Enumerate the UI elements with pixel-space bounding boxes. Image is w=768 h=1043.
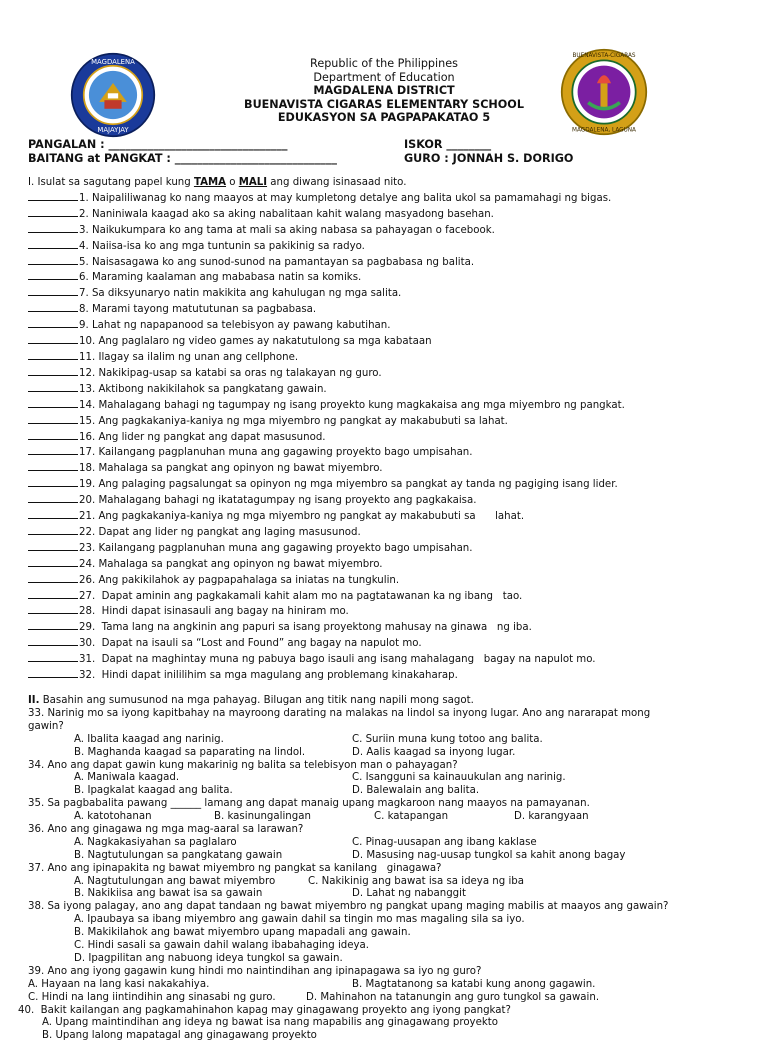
choice: A. Upang maintindihan ang ideya ng bawat isa nang mapabilis ang ginagawang proyekto [42, 1017, 498, 1029]
true-false-item [28, 492, 753, 508]
choice: D. Balewalain ang balita. [352, 785, 480, 797]
true-false-item [28, 572, 753, 588]
true-false-item [28, 206, 753, 222]
true-false-item [28, 254, 753, 270]
answer-blank[interactable] [28, 349, 78, 360]
item-text: 17. Kailangang pagplanuhan muna ang gagawing proyekto bago umpisahan. [79, 447, 473, 459]
item-text: 9. Lahat ng napapanood sa telebisyon ay pawang kabutihan. [79, 320, 391, 332]
svg-text:MAGDALENA: MAGDALENA [91, 58, 135, 67]
answer-blank[interactable] [28, 476, 78, 487]
choice: A. katotohanan [74, 811, 152, 823]
choice: C. katapangan [374, 811, 449, 823]
choice: B. Nakikiisa ang bawat isa sa gawain [74, 888, 263, 900]
answer-blank[interactable] [28, 556, 78, 567]
item-text: 21. Ang pagkakaniya-kaniya ng mga miyembro ng pangkat ay makabubuti sa lahat. [79, 511, 525, 523]
grade-section-field: BAITANG at PANGKAT : _____________________________ [28, 151, 337, 165]
answer-blank[interactable] [28, 397, 78, 408]
header-department: Department of Education [313, 70, 455, 84]
answer-blank[interactable] [28, 413, 78, 424]
true-false-item [28, 301, 753, 317]
item-text: 5. Naisasagawa ko ang sunod-sunod na pamantayan sa pagbabasa ng balita. [79, 256, 475, 268]
answer-blank[interactable] [28, 524, 78, 535]
answer-blank[interactable] [28, 635, 78, 646]
score-field: ISKOR ________ [404, 138, 492, 151]
answer-blank[interactable] [28, 238, 78, 249]
header-school: BUENAVISTA CIGARAS ELEMENTARY SCHOOL [244, 97, 524, 111]
svg-text:MAJAYJAY: MAJAYJAY [97, 125, 129, 134]
item-text: 32. Hindi dapat inililihim sa mga magulang ang problemang kinakaharap. [79, 670, 458, 682]
question-34: 34. Ano ang dapat gawin kung makarinig ng balita sa telebisyon man o pahayagan? [28, 759, 458, 771]
question-38: 38. Sa iyong palagay, ano ang dapat tandaan ng bawat miyembro ng pangkat upang maging mabilis at maayos ang gawain? [28, 901, 669, 913]
item-text: 28. Hindi dapat isinasauli ang bagay na hiniram mo. [79, 606, 349, 618]
answer-blank[interactable] [28, 285, 78, 296]
worksheet-body [18, 177, 753, 1043]
header-republic: Republic of the Philippines [310, 57, 458, 70]
answer-blank[interactable] [28, 540, 78, 551]
part1-instruction: I. Isulat sa sagutang papel kung TAMA o MALI ang diwang isinasaad nito. [28, 177, 407, 188]
item-text: 4. Naiisa-isa ko ang mga tuntunin sa pakikinig sa radyo. [79, 240, 365, 252]
item-text: 15. Ang pagkakaniya-kaniya ng mga miyembro ng pangkat ay makabubuti sa lahat. [79, 415, 508, 427]
question-36: 36. Ano ang ginagawa ng mga mag-aaral sa larawan? [28, 823, 304, 835]
choice: A. Ibalita kaagad ang narinig. [74, 733, 224, 745]
answer-blank[interactable] [28, 269, 78, 280]
choice: C. Isangguni sa kainauukulan ang narinig. [352, 772, 566, 784]
item-text: 11. Ilagay sa ilalim ng unan ang cellphone. [79, 351, 299, 363]
header-subject: EDUKASYON SA PAGPAPAKATAO 5 [277, 111, 491, 124]
true-false-item [28, 588, 753, 604]
true-false-item [28, 269, 753, 285]
item-text: 18. Mahalaga sa pangkat ang opinyon ng bawat miyembro. [79, 463, 383, 475]
choice: A. Hayaan na lang kasi nakakahiya. [28, 978, 210, 990]
true-false-item [28, 285, 753, 301]
choice: A. Nagtutulungan ang bawat miyembro [74, 875, 276, 887]
item-text: 1. Naipaliliwanag ko nang maayos at may kumpletong detalye ang balita ukol sa pamamahagi ng bigas. [79, 192, 612, 204]
true-false-item [28, 429, 753, 445]
answer-blank[interactable] [28, 254, 78, 265]
choice: C. Pinag-uusapan ang ibang kaklase [352, 836, 537, 848]
teacher-field: GURO : JONNAH S. DORIGO [404, 151, 574, 165]
question-37: 37. Ano ang ipinapakita ng bawat miyembro ng pangkat sa kanilang ginagawa? [28, 862, 442, 874]
answer-blank[interactable] [28, 365, 78, 376]
answer-blank[interactable] [28, 603, 78, 614]
choice: B. Upang lalong mapatagal ang ginagawang proyekto [42, 1030, 317, 1042]
true-false-item [28, 651, 753, 667]
choice: C. Nakikinig ang bawat isa sa ideya ng iba [308, 875, 525, 887]
item-text: 23. Kailangang pagplanuhan muna ang gagawing proyekto bago umpisahan. [79, 542, 473, 554]
answer-blank[interactable] [28, 667, 78, 678]
true-false-item [28, 635, 753, 651]
choice: A. Ipaubaya sa ibang miyembro ang gawain dahil sa tingin mo mas magaling sila sa iyo. [74, 914, 525, 926]
answer-blank[interactable] [28, 190, 78, 201]
item-text: 26. Ang pakikilahok ay pagpapahalaga sa iniatas na tungkulin. [79, 574, 400, 586]
true-false-item [28, 476, 753, 492]
true-false-item [28, 444, 753, 460]
choice: B. Magtatanong sa katabi kung anong gagawin. [352, 978, 596, 990]
true-false-item [28, 190, 753, 206]
true-false-item [28, 333, 753, 349]
true-false-item [28, 603, 753, 619]
item-text: 29. Tama lang na angkinin ang papuri sa isang proyektong mahusay na ginawa ng iba. [79, 622, 532, 634]
answer-blank[interactable] [28, 492, 78, 503]
answer-blank[interactable] [28, 619, 78, 630]
item-text: 14. Mahalagang bahagi ng tagumpay ng isang proyekto kung magkakaisa ang mga miyembro ng pangkat. [79, 399, 625, 411]
question-39: 39. Ano ang iyong gagawin kung hindi mo naintindihan ang ipinapagawa sa iyo ng guro? [28, 965, 482, 977]
choice: D. Lahat ng nabanggit [352, 888, 466, 900]
item-text: 12. Nakikipag-usap sa katabi sa oras ng talakayan ng guro. [79, 367, 382, 379]
answer-blank[interactable] [28, 206, 78, 217]
item-text: 19. Ang palaging pagsalungat sa opinyon ng mga miyembro sa pangkat ay tanda ng pagiging isang lider. [79, 479, 618, 491]
answer-blank[interactable] [28, 444, 78, 455]
choice: B. Nagtutulungan sa pangkatang gawain [74, 849, 283, 861]
choice: C. Suriin muna kung totoo ang balita. [352, 733, 543, 745]
answer-blank[interactable] [28, 317, 78, 328]
true-false-item [28, 556, 753, 572]
part1-item-list [28, 190, 753, 683]
answer-blank[interactable] [28, 508, 78, 519]
choice: A. Maniwala kaagad. [74, 772, 180, 784]
answer-blank[interactable] [28, 333, 78, 344]
choice: D. Aalis kaagad sa inyong lugar. [352, 746, 516, 758]
item-text: 6. Maraming kaalaman ang mababasa natin sa komiks. [79, 272, 362, 284]
item-text: 2. Naniniwala kaagad ako sa aking nabalitaan kahit walang masyadong basehan. [79, 208, 494, 220]
item-text: 16. Ang lider ng pangkat ang dapat masusunod. [79, 431, 326, 443]
part2-instruction: II. Basahin ang sumusunod na mga pahayag. Bilugan ang titik nang napili mong sagot. [28, 695, 474, 706]
true-false-item [28, 540, 753, 556]
true-false-item [28, 619, 753, 635]
question-35: 35. Sa pagbabalita pawang ______ lamang ang dapat manaig upang magkaroon nang maayos na pamayanan. [28, 798, 590, 810]
item-text: 7. Sa diksyunaryo natin makikita ang kahulugan ng mga salita. [79, 288, 402, 300]
choice: D. karangyaan [514, 811, 589, 823]
answer-blank[interactable] [28, 381, 78, 392]
item-text: 20. Mahalagang bahagi ng ikatatagumpay ng isang proyekto ang pagkakaisa. [79, 495, 477, 507]
svg-text:BUENAVISTA-CIGARAS: BUENAVISTA-CIGARAS [572, 52, 636, 59]
true-false-item [28, 460, 753, 476]
item-text: 22. Dapat ang lider ng pangkat ang laging masusunod. [79, 526, 361, 538]
true-false-item [28, 238, 753, 254]
answer-blank[interactable] [28, 301, 78, 312]
item-text: 31. Dapat na maghintay muna ng pabuya bago isauli ang isang mahalagang bagay na napulot mo. [79, 654, 596, 666]
true-false-item [28, 667, 753, 683]
header-district: MAGDALENA DISTRICT [313, 84, 455, 97]
answer-blank[interactable] [28, 572, 78, 583]
item-text: 30. Dapat na isauli sa “Lost and Found” ang bagay na napulot mo. [79, 638, 422, 650]
true-false-item [28, 365, 753, 381]
true-false-item [28, 508, 753, 524]
answer-blank[interactable] [28, 429, 78, 440]
item-text: 8. Marami tayong matututunan sa pagbabasa. [79, 304, 317, 316]
student-info-fields [28, 138, 748, 165]
choice: B. Makikilahok ang bawat miyembro upang mapadali ang gawain. [74, 927, 411, 939]
true-false-item [28, 317, 753, 333]
document-header [180, 57, 588, 125]
choice: C. Hindi sasali sa gawain dahil walang ibabahaging ideya. [74, 940, 370, 952]
question-33-cont: gawin? [28, 720, 64, 732]
name-field: PANGALAN : ________________________________ [28, 138, 288, 151]
item-text: 3. Naikukumpara ko ang tama at mali sa aking nabasa sa pahayagan o facebook. [79, 224, 495, 236]
true-false-item [28, 397, 753, 413]
item-text: 24. Mahalaga sa pangkat ang opinyon ng bawat miyembro. [79, 558, 383, 570]
answer-blank[interactable] [28, 460, 78, 471]
district-seal-logo [70, 52, 156, 138]
choice: D. Mahinahon na tatanungin ang guro tungkol sa gawain. [306, 991, 600, 1003]
true-false-item [28, 349, 753, 365]
choice: D. Ipagpilitan ang nabuong ideya tungkol sa gawain. [74, 952, 343, 964]
svg-text:MAGDALENA, LAGUNA: MAGDALENA, LAGUNA [572, 127, 636, 134]
choice: A. Nagkakasiyahan sa paglalaro [74, 836, 237, 848]
true-false-item [28, 222, 753, 238]
answer-blank[interactable] [28, 222, 78, 233]
choice: B. kasinungalingan [214, 811, 311, 823]
answer-blank[interactable] [28, 651, 78, 662]
true-false-item [28, 413, 753, 429]
answer-blank[interactable] [28, 588, 78, 599]
item-text: 10. Ang paglalaro ng video games ay nakatutulong sa mga kabataan [79, 336, 432, 348]
choice: C. Hindi na lang iintindihin ang sinasabi ng guro. [28, 991, 276, 1003]
question-33: 33. Narinig mo sa iyong kapitbahay na mayroong darating na malakas na lindol sa inyong lugar. Ano ang nararapat mong [28, 707, 651, 719]
true-false-item [28, 524, 753, 540]
item-text: 13. Aktibong nakikilahok sa pangkatang gawain. [79, 383, 327, 395]
true-false-item [28, 381, 753, 397]
choice: D. Masusing nag-uusap tungkol sa kahit anong bagay [352, 849, 626, 861]
choice: B. Maghanda kaagad sa paparating na lindol. [74, 746, 306, 758]
item-text: 27. Dapat aminin ang pagkakamali kahit alam mo na pagtatawanan ka ng ibang tao. [79, 590, 523, 602]
choice: B. Ipagkalat kaagad ang balita. [74, 785, 233, 797]
question-40: 40. Bakit kailangan ang pagkamahinahon kapag may ginagawang proyekto ang iyong pangkat? [18, 1004, 511, 1016]
